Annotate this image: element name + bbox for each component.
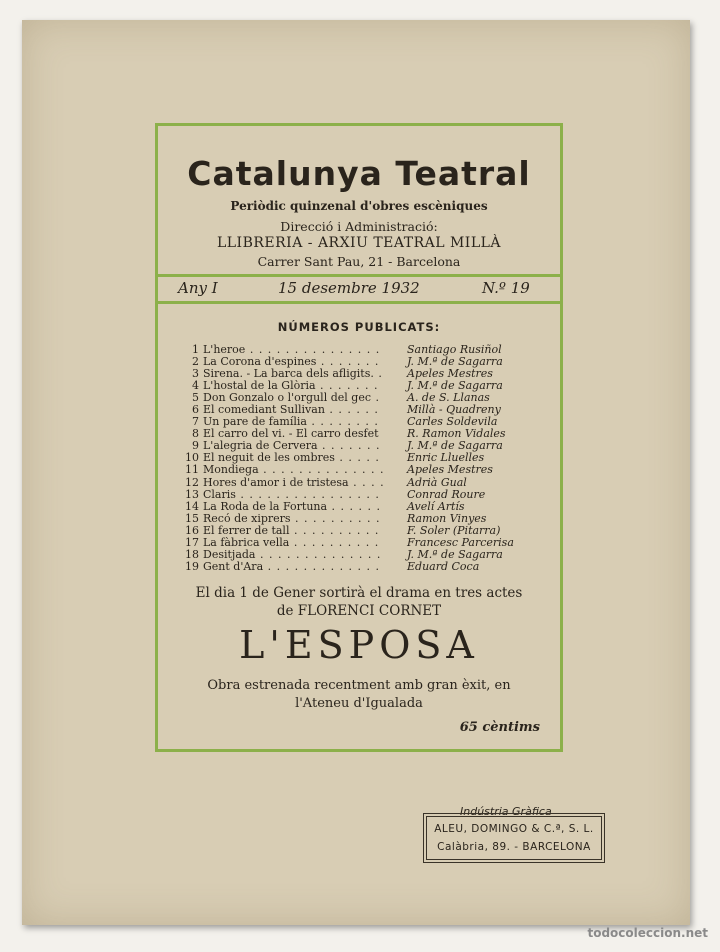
item-author: Millà - Quadreny xyxy=(407,403,501,417)
item-author: Carles Soldevila xyxy=(407,415,498,429)
item-number: 15 xyxy=(185,511,199,525)
item-author: Apeles Mestres xyxy=(407,367,493,381)
item-author: Avelí Artís xyxy=(407,499,465,513)
item-title: Claris . . xyxy=(203,489,383,501)
list-item xyxy=(173,549,543,561)
item-title: Mondiega . . xyxy=(203,464,383,476)
masthead xyxy=(158,126,560,277)
list-item xyxy=(173,477,543,489)
item-author: Enric Lluelles xyxy=(407,451,485,465)
item-title: La fàbrica vella . . xyxy=(203,537,383,549)
item-number: 10 xyxy=(185,451,199,465)
magazine-back-cover xyxy=(22,20,690,925)
item-author: Adrià Gual xyxy=(407,475,467,489)
item-title: Hores d'amor i de tristesa . . xyxy=(203,477,383,489)
magazine-subtitle: Periòdic quinzenal d'obres escèniques xyxy=(230,199,488,213)
printer-name: ALEU, DOMINGO & C.ª, S. L. xyxy=(434,823,594,835)
printer-address: Calàbria, 89. - BARCELONA xyxy=(437,841,591,853)
item-number: 4 xyxy=(192,379,199,393)
item-number: 5 xyxy=(192,391,199,405)
published-numbers-heading: NÚMEROS PUBLICATS: xyxy=(277,320,441,334)
item-author: J. M.ª de Sagarra xyxy=(407,355,503,369)
item-number: 14 xyxy=(185,499,199,513)
list-item xyxy=(173,537,543,549)
issue-year: Any I xyxy=(178,279,218,297)
item-author: Conrad Roure xyxy=(407,487,486,501)
item-number: 6 xyxy=(192,403,199,417)
content-frame xyxy=(155,123,563,752)
item-number: 13 xyxy=(185,487,199,501)
list-item xyxy=(173,561,543,573)
list-item xyxy=(173,440,543,452)
item-author: A. de S. Llanas xyxy=(407,391,490,405)
item-author: J. M.ª de Sagarra xyxy=(407,439,503,453)
item-title: El comediant Sullivan . . xyxy=(203,404,383,416)
item-author: Apeles Mestres xyxy=(407,463,493,477)
issue-number: N.º 19 xyxy=(482,279,530,297)
published-numbers-list xyxy=(173,344,543,573)
item-number: 17 xyxy=(185,535,199,549)
item-number: 12 xyxy=(185,475,199,489)
printer-imprint xyxy=(426,816,602,860)
item-number: 8 xyxy=(192,427,199,441)
item-title: El carro del vi. - El carro desfet . . xyxy=(203,428,383,440)
price: 65 cèntims xyxy=(459,720,540,735)
item-title: Don Gonzalo o l'orgull del gec . . xyxy=(203,392,383,404)
issue-info xyxy=(158,277,560,304)
item-author: J. M.ª de Sagarra xyxy=(407,379,503,393)
administration-label: Direcció i Administració: xyxy=(280,219,438,234)
publisher-name: LLIBRERIA - ARXIU TEATRAL MILLÀ xyxy=(216,235,502,251)
announcement-author: de FLORENCI CORNET xyxy=(276,603,442,619)
item-author: Francesc Parcerisa xyxy=(407,535,514,549)
item-number: 19 xyxy=(185,559,199,573)
item-number: 1 xyxy=(192,343,199,356)
item-title: La Roda de la Fortuna . . xyxy=(203,501,383,513)
item-title: L'hostal de la Glòria . . xyxy=(203,380,383,392)
item-title: Recó de xiprers . . xyxy=(203,513,383,525)
list-item xyxy=(173,464,543,476)
item-author: R. Ramon Vidales xyxy=(407,427,506,441)
magazine-title: Catalunya Teatral xyxy=(187,154,531,193)
item-author: F. Soler (Pitarra) xyxy=(407,523,501,537)
item-number: 18 xyxy=(185,547,199,561)
item-title: L'alegria de Cervera . . xyxy=(203,440,383,452)
item-title: L'heroe . . xyxy=(203,344,383,356)
publisher-address: Carrer Sant Pau, 21 - Barcelona xyxy=(257,254,461,269)
item-number: 3 xyxy=(192,367,199,381)
list-item xyxy=(173,501,543,513)
item-title: Gent d'Ara . . xyxy=(203,561,383,573)
list-item xyxy=(173,525,543,537)
item-number: 2 xyxy=(192,355,199,369)
printer-label: Indústria Gràfica xyxy=(460,805,552,818)
watermark: todocoleccion.net xyxy=(587,926,708,940)
item-title: El ferrer de tall . . xyxy=(203,525,383,537)
list-item xyxy=(173,489,543,501)
item-title: Sirena. - La barca dels afligits. . . xyxy=(203,368,383,380)
item-number: 11 xyxy=(185,463,199,477)
item-author: Eduard Coca xyxy=(407,559,480,573)
item-number: 7 xyxy=(192,415,199,429)
item-title: El neguit de les ombres . . xyxy=(203,452,383,464)
item-number: 9 xyxy=(192,439,199,453)
play-description-line1: Obra estrenada recentment amb gran èxit, en xyxy=(207,678,511,693)
item-title: La Corona d'espines . . xyxy=(203,356,383,368)
item-author: Santiago Rusiñol xyxy=(407,343,502,356)
item-number: 16 xyxy=(185,523,199,537)
list-item xyxy=(173,513,543,525)
item-title: Desitjada . . xyxy=(203,549,383,561)
announcement-line: El dia 1 de Gener sortirà el drama en tres actes xyxy=(195,585,523,601)
item-author: Ramon Vinyes xyxy=(407,511,487,525)
item-author: J. M.ª de Sagarra xyxy=(407,547,503,561)
item-title: Un pare de família . . xyxy=(203,416,383,428)
issue-date: 15 desembre 1932 xyxy=(278,279,420,297)
play-description-line2: l'Ateneu d'Igualada xyxy=(295,696,423,711)
next-play-title: L'ESPOSA xyxy=(239,623,479,667)
